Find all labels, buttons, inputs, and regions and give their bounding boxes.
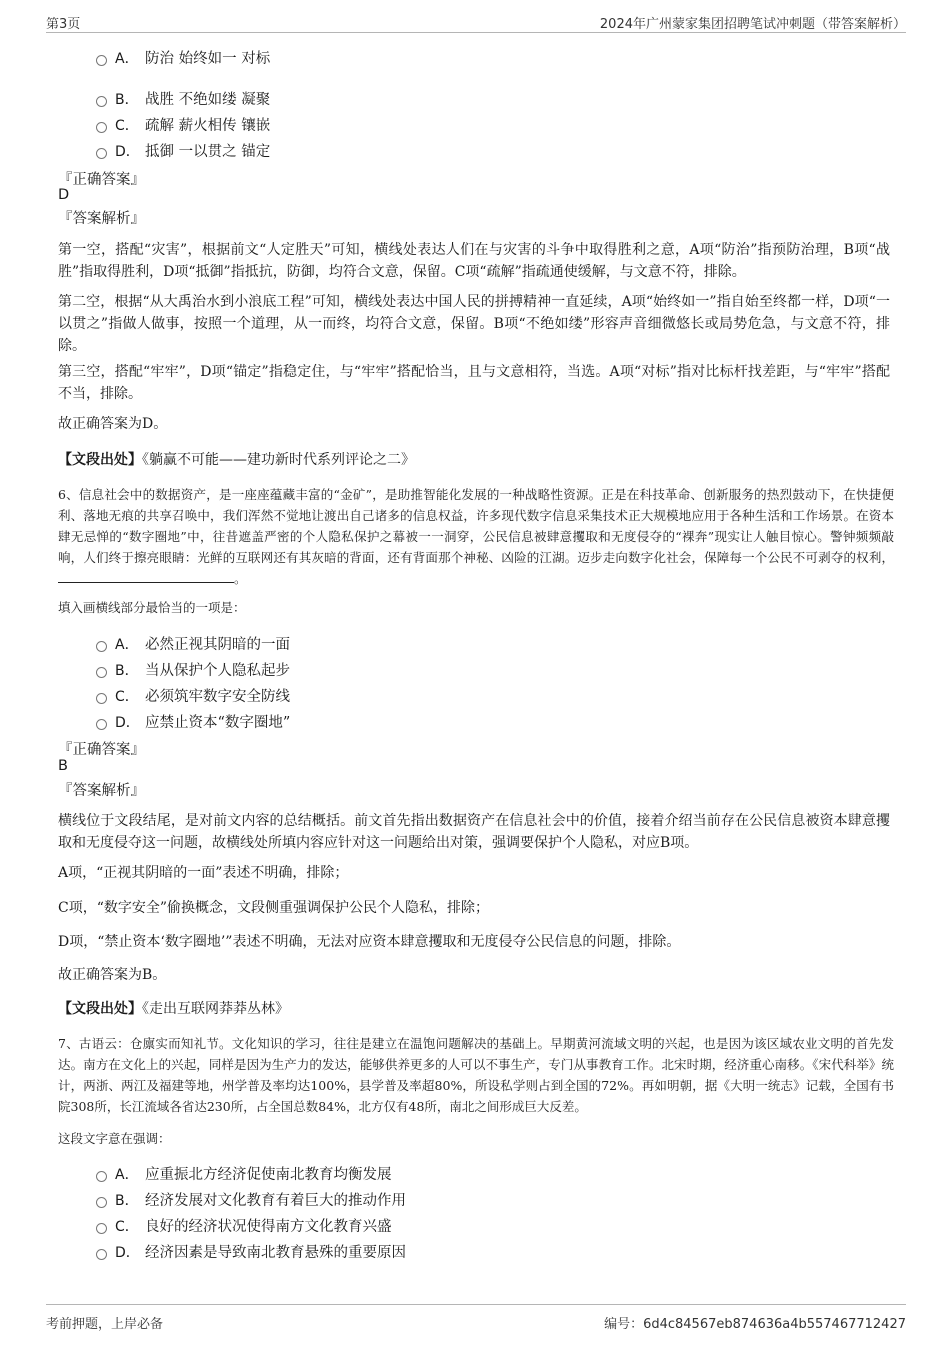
q6-answer: B — [58, 758, 68, 774]
q5-analysis-p4: 故正确答案为D。 — [58, 416, 168, 432]
document-code: 编号：6d4c84567eb874636a4b557467712427 — [604, 1317, 906, 1332]
q5-analysis-label: 『答案解析』 — [58, 211, 145, 227]
source-title: 《躺赢不可能——建功新时代系列评论之二》 — [142, 452, 415, 468]
q7-question-text: 7、古语云：仓廪实而知礼节。文化知识的学习，往往是建立在温饱问题解决的基础上。早期黄河流域文明的兴起，也是因为该区域农业文明的首先发达。南方在文化上的兴起，同样是因为生产力的发达，能够供养更多的人可以不事生产，专门从事教育工作。北宋时期，经济重心南移。《宋代科举》统计，两浙、两江及福建等地，州学普及率均达100%，县学普及率超80%，所设私学则占到全国的72%。再如明朝，据《大明一统志》记载，全国有书院308所，长江流域各省达230所，占全国总数84%，北方仅有48所，南北之间形成巨大反差。 — [58, 1036, 894, 1114]
q6-analysis-p4: D项，“禁止资本‘数字圈地’”表述不明确，无法对应资本肆意攫取和无度侵夺公民信息的问题，排除。 — [58, 934, 681, 950]
q5-source — [58, 449, 415, 469]
q7-option-c[interactable]: C． 良好的经济状况使得南方文化教育兴盛 — [96, 1215, 392, 1237]
q6-source — [58, 998, 289, 1018]
page-header — [46, 10, 906, 33]
q6-analysis-p1: 横线位于文段结尾，是对前文内容的总结概括。前文首先指出数据资产在信息社会中的价值，接着介绍当前存在公民信息被资本肆意攫取和无度侵夺这一问题，故横线处所填内容应针对这一问题给出对策，强调要保护个人隐私，对应B项。 — [58, 813, 890, 851]
q6-option-c[interactable]: C． 必须筑牢数字安全防线 — [96, 685, 290, 707]
fill-blank — [58, 570, 234, 583]
radio-icon[interactable] — [96, 55, 107, 66]
q6-answer-label: 『正确答案』 — [58, 742, 145, 758]
source-label: 【文段出处】 — [58, 452, 142, 468]
q6-option-b[interactable]: B． 当从保护个人隐私起步 — [96, 659, 290, 681]
q7-option-b[interactable]: B． 经济发展对文化教育有着巨大的推动作用 — [96, 1189, 406, 1211]
radio-icon[interactable] — [96, 1171, 107, 1182]
radio-icon[interactable] — [96, 641, 107, 652]
q6-analysis-p2: A项，“正视其阴暗的一面”表述不明确，排除； — [58, 865, 349, 881]
q5-answer-label: 『正确答案』 — [58, 172, 145, 188]
radio-icon[interactable] — [96, 122, 107, 133]
q6-analysis-p5: 故正确答案为B。 — [58, 967, 167, 983]
q6-analysis-label: 『答案解析』 — [58, 783, 145, 799]
q5-analysis-p1: 第一空，搭配“灾害”，根据前文“人定胜天”可知，横线处表达人们在与灾害的斗争中取得胜利之意，A项“防治”指预防治理，B项“战胜”指取得胜利，D项“抵御”指抵抗，防御，均符合文意，保留。C项“疏解”指疏通使缓解，与文意不符，排除。 — [58, 242, 890, 280]
radio-icon[interactable] — [96, 1223, 107, 1234]
q6-option-a[interactable]: A． 必然正视其阴暗的一面 — [96, 633, 290, 655]
radio-icon[interactable] — [96, 1249, 107, 1260]
source-label: 【文段出处】 — [58, 1001, 142, 1017]
radio-icon[interactable] — [96, 667, 107, 678]
q7-option-d[interactable]: D． 经济因素是导致南北教育悬殊的重要原因 — [96, 1241, 406, 1263]
source-title: 《走出互联网莽莽丛林》 — [142, 1001, 289, 1017]
q7-option-a[interactable]: A． 应重振北方经济促使南北教育均衡发展 — [96, 1163, 392, 1185]
radio-icon[interactable] — [96, 1197, 107, 1208]
radio-icon[interactable] — [96, 148, 107, 159]
q6-prompt: 填入画横线部分最恰当的一项是： — [58, 600, 246, 615]
q5-option-c[interactable]: C． 疏解 薪火相传 镶嵌 — [96, 114, 270, 136]
q6-question-text: 6、信息社会中的数据资产，是一座座蕴藏丰富的“金矿”，是助推智能化发展的一种战略性资源。正是在科技革命、创新服务的热烈鼓动下，在快捷便利、落地无痕的共享召唤中，我们浑然不觉地让渡出自己诸多的信息权益，许多现代数字信息采集技术正大规模地应用于各种生活和工作场景。在资本肆无忌惮的“数字圈地”中，往昔遮盖严密的个人隐私保护之幕被一一洞穿，公民信息被肆意攫取和无度侵夺的“裸奔”现实让人触目惊心。警钟频频敲响，人们终于擦亮眼睛：光鲜的互联网还有其灰暗的背面，还有背面那个神秘、凶险的江湖。迈步走向数字化社会，保障每一个公民不可剥夺的权利，。 — [58, 487, 894, 586]
page-number: 第3页 — [46, 17, 81, 32]
page-footer — [46, 1304, 906, 1335]
q5-option-d[interactable]: D． 抵御 一以贯之 锚定 — [96, 140, 270, 162]
q5-analysis-p2: 第二空，根据“从大禹治水到小浪底工程”可知，横线处表达中国人民的拼搏精神一直延续，A项“始终如一”指自始至终都一样，D项“一以贯之”指做人做事，按照一个道理，从一而终，均符合文意，保留。B项“不绝如缕”形容声音细微悠长或局势危急，与文意不符，排除。 — [58, 294, 890, 354]
q5-option-a[interactable]: A． 防治 始终如一 对标 — [96, 47, 270, 69]
radio-icon[interactable] — [96, 96, 107, 107]
radio-icon[interactable] — [96, 719, 107, 730]
footer-slogan: 考前押题，上岸必备 — [46, 1317, 164, 1332]
q5-option-b[interactable]: B． 战胜 不绝如缕 凝聚 — [96, 88, 270, 110]
q7-prompt: 这段文字意在强调： — [58, 1131, 171, 1146]
q5-answer: D — [58, 187, 70, 203]
radio-icon[interactable] — [96, 693, 107, 704]
q6-analysis-p3: C项，“数字安全”偷换概念，文段侧重强调保护公民个人隐私，排除； — [58, 900, 490, 916]
document-title: 2024年广州蒙家集团招聘笔试冲刺题（带答案解析） — [599, 17, 906, 32]
q6-option-d[interactable]: D． 应禁止资本“数字圈地” — [96, 711, 290, 733]
q5-analysis-p3: 第三空，搭配“牢牢”，D项“锚定”指稳定住，与“牢牢”搭配恰当，且与文意相符，当选。A项“对标”指对比标杆找差距，与“牢牢”搭配不当，排除。 — [58, 364, 890, 402]
